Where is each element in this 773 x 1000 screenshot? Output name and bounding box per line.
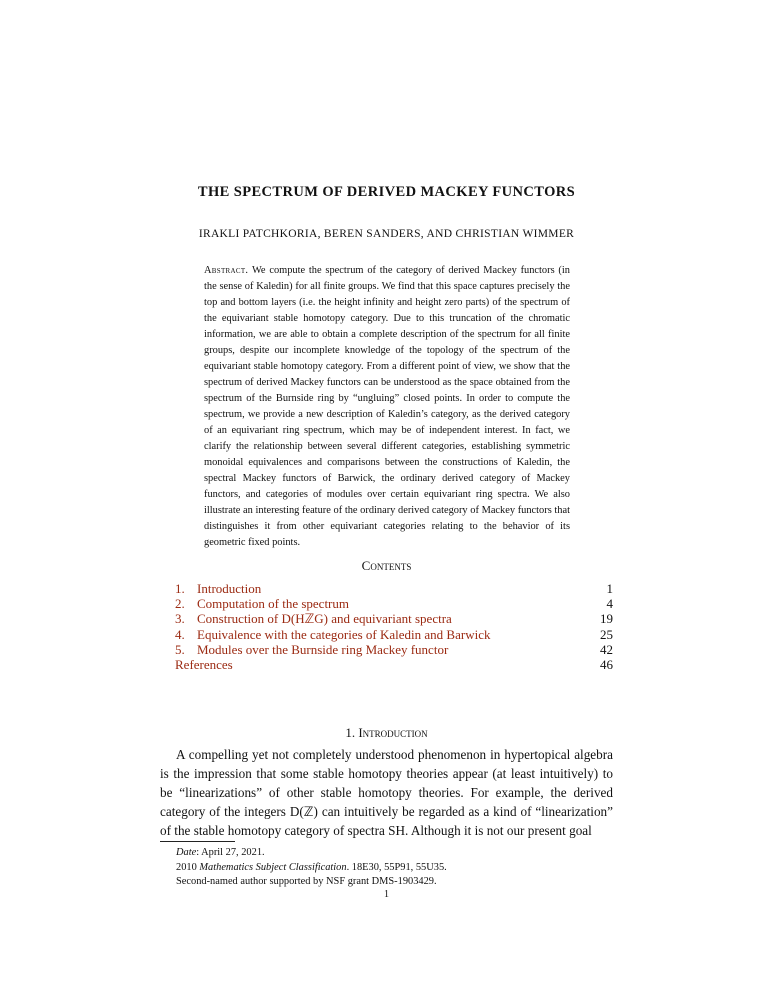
contents-heading: Contents [361,558,412,573]
toc-entry-references[interactable] [175,657,613,672]
section-heading [0,725,773,741]
footnote-rule [160,841,235,842]
toc-entry-introduction[interactable] [175,581,613,596]
toc-entry-construction[interactable] [175,611,613,626]
msc-label: Mathematics Subject Classification [199,861,347,873]
toc-entry-computation[interactable] [175,596,613,611]
msc-value: . 18E30, 55P91, 55U35. [346,861,447,873]
section-number: 1. [345,725,356,740]
date-value: : April 27, 2021. [196,847,265,858]
toc-label[interactable]: Computation of the spectrum [197,596,350,612]
abstract-text: We compute the spectrum of the category of derived Mackey functors (in the sense of Kaledin) for all finite groups. We find that this space captures precisely the top and bottom layers (i.e. the height infinity and height zero parts) of the spectrum of the equivariant stable homotopy category. Due to this truncation of the chromatic information, we are able to obtain a complete description of the spectrum for all finite groups, despite our incomplete knowledge of the topology of the spectrum of the equivariant stable homotopy category. From a different point of view, we show that the spectrum of derived Mackey functors can be understood as the space obtained from the spectrum of the Burnside ring by “ungluing” closed points. In order to compute the spectrum, we provide a new description of Kaledin’s category, as the derived category of an equivariant ring spectrum, which may be of independent interest. In fact, we clarify the relationship between several different categories, establishing symmetric monoidal equivalences and comparisons between the constructions of Kaledin, the spectral Mackey functors of Barwick, the ordinary derived category of Mackey functors, and categories of modules over certain equivariant ring spectra. We also illustrate an interesting feature of the ordinary derived category of Mackey functors that distinguishes it from other equivariant categories relating to the behavior of its geometric fixed points. [204,265,570,548]
footnote-date [176,846,616,861]
toc-page: 1 [606,581,613,596]
table-of-contents [175,581,613,672]
footnote-support: Second-named author supported by NSF grant DMS-1903429. [176,876,437,888]
toc-entry-modules[interactable] [175,642,613,657]
toc-page: 4 [606,596,613,612]
date-label: Date [176,847,197,858]
toc-label[interactable]: References [175,656,233,672]
toc-number: 4. [175,626,185,642]
toc-page: 46 [600,656,613,672]
msc-prefix: 2010 [176,861,200,873]
page-number: 1 [384,889,389,900]
toc-page: 19 [600,611,613,627]
toc-label[interactable]: Construction of D(HℤG) and equivariant spectra [197,611,452,627]
abstract [204,263,570,551]
footnotes [176,846,616,890]
toc-label[interactable]: Introduction [197,581,262,596]
toc-page: 42 [600,641,613,657]
abstract-label: Abstract. [204,265,249,276]
toc-entry-equivalence[interactable] [175,627,613,642]
toc-label[interactable]: Equivalence with the categories of Kaledin and Barwick [197,626,491,642]
toc-number: 5. [175,641,185,657]
toc-page: 25 [600,626,613,642]
author-list: IRAKLI PATCHKORIA, BEREN SANDERS, AND CHRISTIAN WIMMER [198,228,575,240]
toc-number: 3. [175,611,185,627]
toc-number: 1. [175,581,185,596]
footnote-msc [176,861,616,876]
toc-number: 2. [175,596,185,612]
section-title: Introduction [358,725,428,740]
toc-label[interactable]: Modules over the Burnside ring Mackey functor [197,641,449,657]
intro-paragraph: A compelling yet not completely understood phenomenon in hypertopical algebra is the impression that some stable homotopy theories appear (at least intuitively) to be “linearizations” of other stable homotopy theories. For example, the derived category of the integers D(ℤ) can intuitively be regarded as a kind of “linearization” of the stable homotopy category of spectra SH. Although it is not our present goal [160,747,613,838]
paper-title: THE SPECTRUM OF DERIVED MACKEY FUNCTORS [197,184,576,200]
